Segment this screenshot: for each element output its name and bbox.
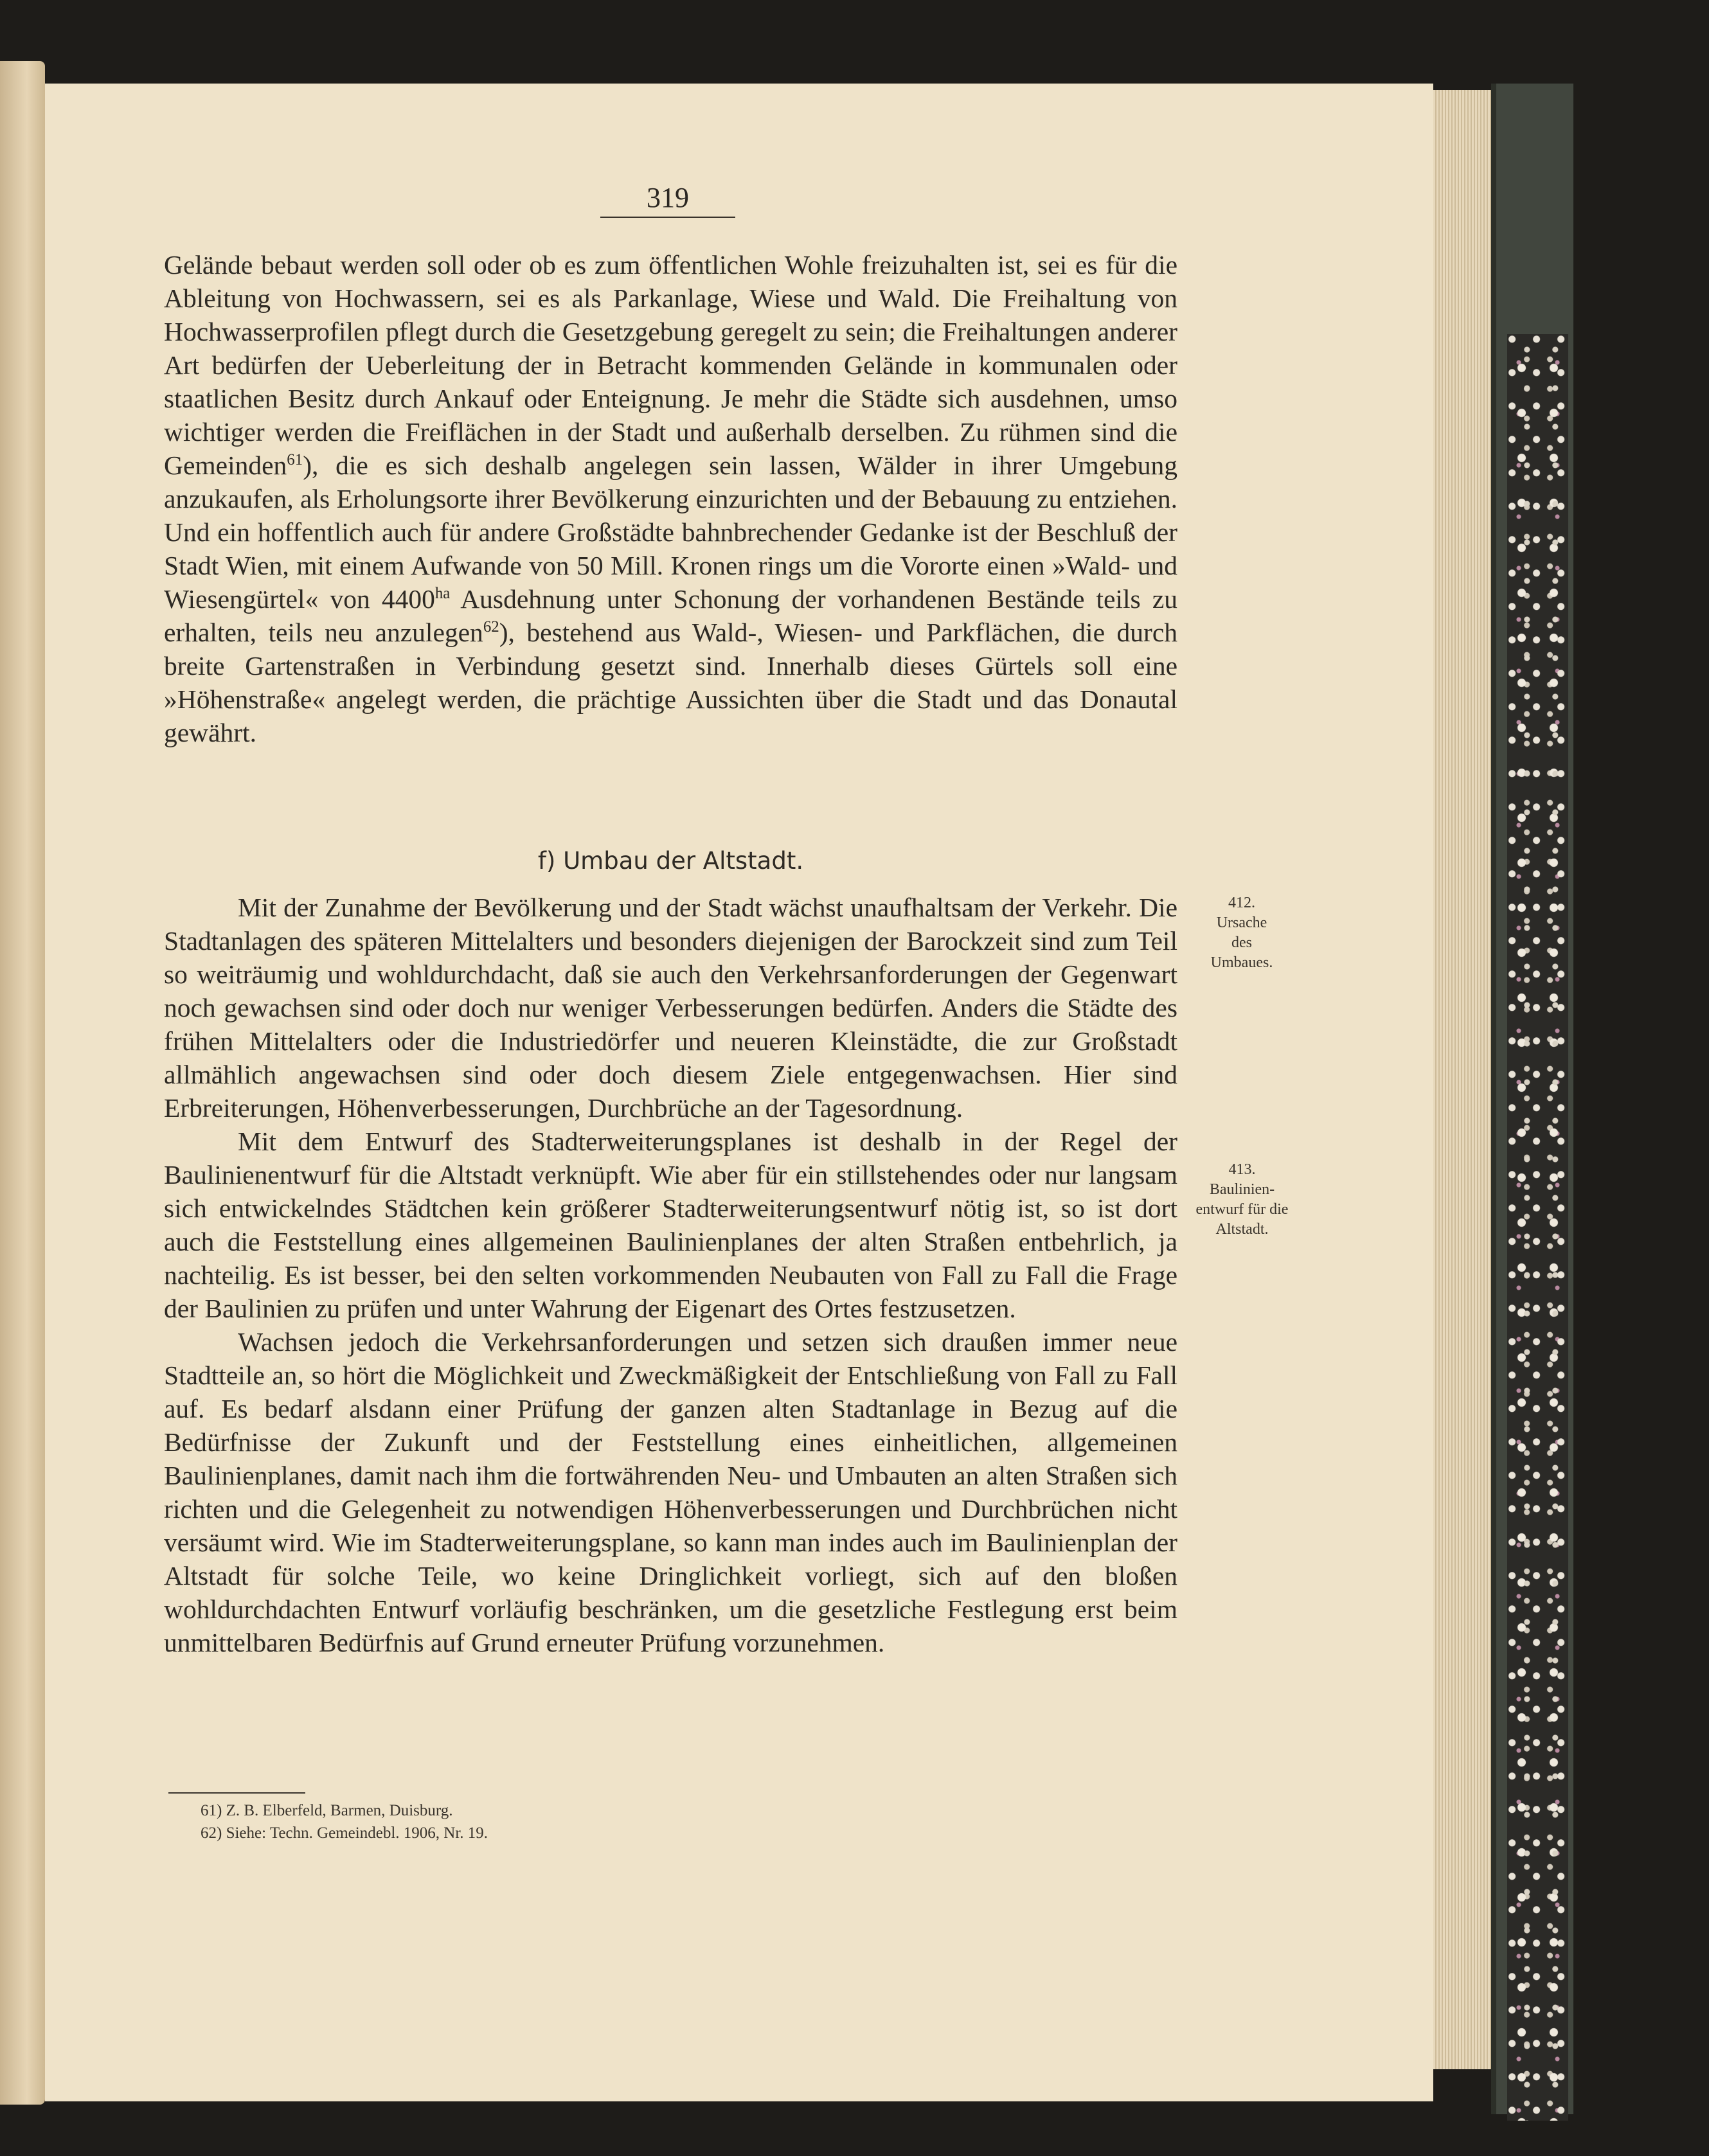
margin-note-line: Baulinien-: [1209, 1181, 1275, 1198]
previous-page-edge: [0, 61, 45, 2105]
paragraph-text-part-4: ), bestehend aus Wald-, Wiesen- und Parkflächen, die durch breite Gartenstraßen in Verbindung gesetzt sind. Innerhalb dieses Gürtels soll eine »Höhenstraße« angelegt werden, die prächtige Aussichten über die Stadt und das Donautal gewährt.: [164, 618, 1177, 747]
margin-note-line: Ursache: [1216, 914, 1267, 931]
paragraph-continuation: [164, 248, 1177, 749]
paragraph-text-part-3: Ausdehnung unter Schonung der vorhandenen Bestände teils zu erhalten, teils neu anzulegen: [164, 584, 1177, 647]
paragraph-text-part-1: Gelände bebaut werden soll oder ob es zum öffentlichen Wohle freizuhalten ist, sei es für die Ableitung von Hochwassern, sei es als Parkanlage, Wiese und Wald. Die Freihaltung von Hochwasserprofilen pflegt durch die Gesetzgebung geregelt zu sein; die Freihaltungen anderer Art bedürfen der Ueberleitung der in Betracht kommenden Gelände in kommunalen oder staatlichen Besitz durch Ankauf oder Enteignung. Je mehr die Städte sich ausdehnen, umso wichtiger werden die Freiflächen in der Stadt und außerhalb derselben. Zu rühmen sind die Gemeinden: [164, 250, 1177, 480]
paragraph-traffic: Mit der Zunahme der Bevölkerung und der Stadt wächst unaufhaltsam der Verkehr. Die Stadtanlagen des späteren Mittelalters und besonders diejenigen der Barockzeit sind zum Teil so weiträumig und wohldurchdacht, daß sie auch den Verkehrsanforderungen der Gegenwart noch gewachsen sind oder doch nur weniger Verbesserungen bedürfen. Anders die Städte des frühen Mittelalters oder die Industriedörfer und neueren Kleinstädte, die zur Großstadt allmählich angewachsen sind oder doch diesem Ziele entgegenwachsen. Hier sind Erbreiterungen, Höhenverbesserungen, Durchbrüche an der Tagesordnung.: [164, 893, 1177, 1123]
margin-note-413: [1183, 1160, 1302, 1240]
footnote-text: Z. B. Elberfeld, Barmen, Duisburg.: [222, 1802, 453, 1819]
margin-note-line: Altstadt.: [1215, 1221, 1269, 1238]
footnote-marker: 61): [201, 1802, 222, 1819]
page-number: 319: [600, 181, 735, 218]
footnote-rule: [168, 1792, 305, 1794]
page-block-edges: [1433, 90, 1491, 2069]
paragraph-growth: Wachsen jedoch die Verkehrsanforderungen und setzen sich draußen immer neue Stadtteile an, so hört die Möglichkeit und Zweckmäßigkeit der Entschließung von Fall zu Fall auf. Es bedarf alsdann einer Prüfung der ganzen alten Stadtanlage in Bezug auf die Bedürfnisse der Zukunft und der Feststellung eines einheitlichen, allgemeinen Baulinienplanes, damit nach ihm die fortwährenden Neu- und Umbauten an alten Straßen sich richten und die Gelegenheit zu notwendigen Höhenverbesserungen und Durchbrüchen nicht versäumt wird. Wie im Stadterweiterungsplane, so kann man indes auch im Baulinienplan der Altstadt für solche Teile, wo keine Dringlichkeit vorliegt, sich auf den bloßen wohldurchdachten Entwurf vorläufig beschränken, um die gesetzliche Festlegung erst beim unmittelbaren Bedürfnis auf Grund erneuter Prüfung vorzunehmen.: [164, 1327, 1177, 1657]
footnotes: [201, 1799, 1036, 1844]
marbled-book-edge: [1507, 334, 1568, 2121]
margin-note-412: [1203, 893, 1280, 973]
paragraph-text-part-2: ), die es sich deshalb angelegen sein lassen, Wälder in ihrer Umgebung anzukaufen, als Erholungsorte ihrer Bevölkerung einzurichten und der Bebauung zu entziehen. Und ein hoffentlich auch für andere Großstädte bahnbrechender Gedanke ist der Beschluß der Stadt Wien, mit einem Aufwande von 50 Mill. Kronen rings um die Vororte einen »Wald- und Wiesengürtel« von 4400: [164, 450, 1177, 614]
margin-note-line: des: [1231, 934, 1252, 951]
margin-note-line: entwurf für die: [1195, 1201, 1289, 1218]
margin-note-number: 413.: [1228, 1161, 1256, 1178]
footnote-marker: 62): [201, 1824, 222, 1842]
section-text-block: [164, 891, 1177, 1659]
footnote-61: [201, 1799, 1036, 1822]
paragraph-baulinien: Mit dem Entwurf des Stadterweiterungsplanes ist deshalb in der Regel der Baulinienentwurf für die Altstadt verknüpft. Wie aber für ein stillstehendes oder nur langsam sich entwickelndes Städtchen kein größerer Stadterweiterungsentwurf nötig ist, so ist dort auch die Feststellung eines allgemeinen Baulinienplanes der alten Straßen entbehrlich, ja nachteilig. Es ist besser, bei den selten vorkommenden Neubauten von Fall zu Fall die Frage der Baulinien zu prüfen und unter Wahrung der Eigenart des Ortes festzusetzen.: [164, 1127, 1177, 1323]
top-text-block: [164, 248, 1177, 749]
margin-note-line: Umbaues.: [1210, 954, 1273, 971]
footnote-ref-62[interactable]: 62: [483, 618, 499, 636]
footnote-62: [201, 1822, 1036, 1844]
margin-note-number: 412.: [1228, 895, 1255, 911]
footnote-ref-61[interactable]: 61: [287, 451, 303, 469]
area-unit: ha: [434, 585, 451, 603]
footnote-text: Siehe: Techn. Gemeindebl. 1906, Nr. 19.: [222, 1824, 488, 1842]
section-heading: f) Umbau der Altstadt.: [537, 847, 804, 875]
